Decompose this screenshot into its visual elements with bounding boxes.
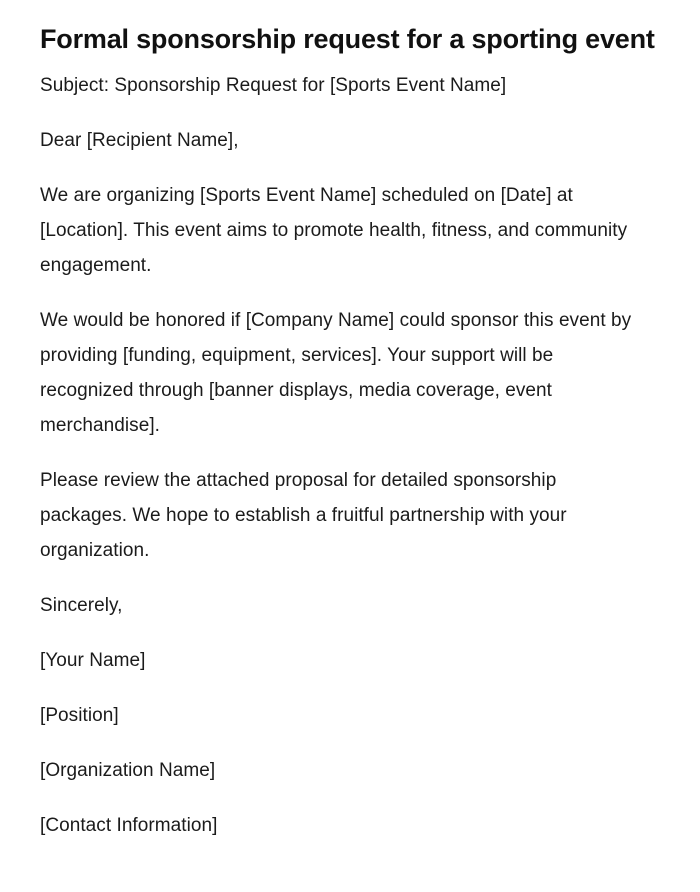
signature-contact: [Contact Information] xyxy=(40,815,218,836)
page-title: Formal sponsorship request for a sporting event xyxy=(40,24,655,54)
signature-organization: [Organization Name] xyxy=(40,760,216,781)
document-body xyxy=(40,68,640,843)
paragraph-salutation: Dear [Recipient Name], xyxy=(40,130,239,151)
paragraph-closing: Sincerely, xyxy=(40,595,123,616)
paragraph-subject: Subject: Sponsorship Request for [Sports Event Name] xyxy=(40,75,507,96)
signature-your-name: [Your Name] xyxy=(40,650,146,671)
paragraph-sponsor-ask: We would be honored if [Company Name] could sponsor this event by providing [funding, equipment, services]. Your support will be recognized through [banner displays, media coverage, event merchandise]. xyxy=(40,310,632,436)
paragraph-proposal: Please review the attached proposal for detailed sponsorship packages. We hope to establish a fruitful partnership with your organization. xyxy=(40,470,567,561)
paragraph-event-intro: We are organizing [Sports Event Name] scheduled on [Date] at [Location]. This event aims to promote health, fitness, and community engagement. xyxy=(40,185,628,276)
signature-position: [Position] xyxy=(40,705,119,726)
